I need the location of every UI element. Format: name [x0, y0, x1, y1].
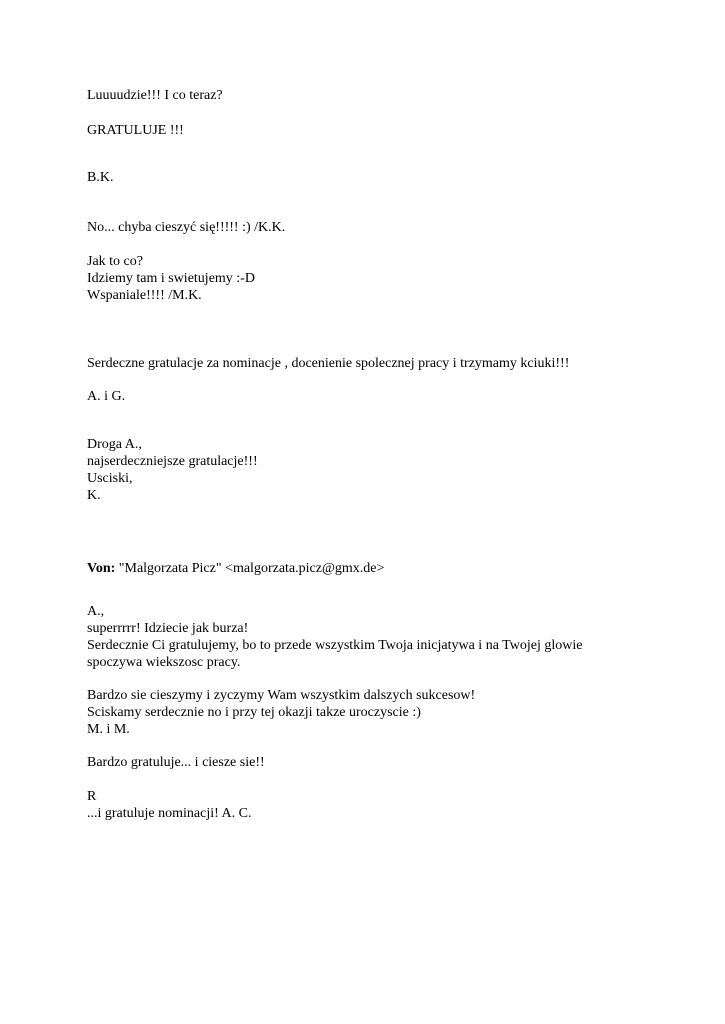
- message-signature: M. i M.: [87, 722, 130, 737]
- message-text: Serdecznie Ci gratulujemy, bo to przede wszystkim Twoja inicjatywa i na Twojej glowie: [87, 638, 583, 653]
- message-text: ...i gratuluje nominacji! A. C.: [87, 806, 252, 821]
- message-text: najserdeczniejsze gratulacje!!!: [87, 454, 258, 469]
- message-signature: B.K.: [87, 170, 114, 185]
- message-text: Sciskamy serdecznie no i przy tej okazji takze uroczyscie :): [87, 705, 421, 720]
- message-signature: K.: [87, 488, 101, 503]
- message-text: Luuuudzie!!! I co teraz?: [87, 88, 223, 103]
- message-text: Bardzo gratuluje... i ciesze sie!!: [87, 755, 265, 770]
- message-text: No... chyba cieszyć się!!!!! :) /K.K.: [87, 220, 286, 235]
- from-label: Von:: [87, 561, 116, 576]
- message-text: Serdeczne gratulacje za nominacje , docenienie spolecznej pracy i trzymamy kciuki!!!: [87, 356, 570, 371]
- message-text: Jak to co?: [87, 254, 143, 269]
- message-text: Usciski,: [87, 471, 133, 486]
- message-text: superrrrr! Idziecie jak burza!: [87, 621, 249, 636]
- message-text: Bardzo sie cieszymy i zyczymy Wam wszystkim dalszych sukcesow!: [87, 688, 476, 703]
- message-text: spoczywa wiekszosc pracy.: [87, 655, 241, 670]
- from-address: "Malgorzata Picz" <malgorzata.picz@gmx.de>: [115, 561, 385, 576]
- email-from-line: [87, 561, 384, 577]
- message-signature: R: [87, 789, 97, 804]
- message-text: A.,: [87, 604, 105, 619]
- message-text: Wspaniale!!!! /M.K.: [87, 288, 202, 303]
- message-text: Idziemy tam i swietujemy :-D: [87, 271, 255, 286]
- message-signature: A. i G.: [87, 389, 126, 404]
- message-text: GRATULUJE !!!: [87, 123, 184, 138]
- message-text: Droga A.,: [87, 437, 142, 452]
